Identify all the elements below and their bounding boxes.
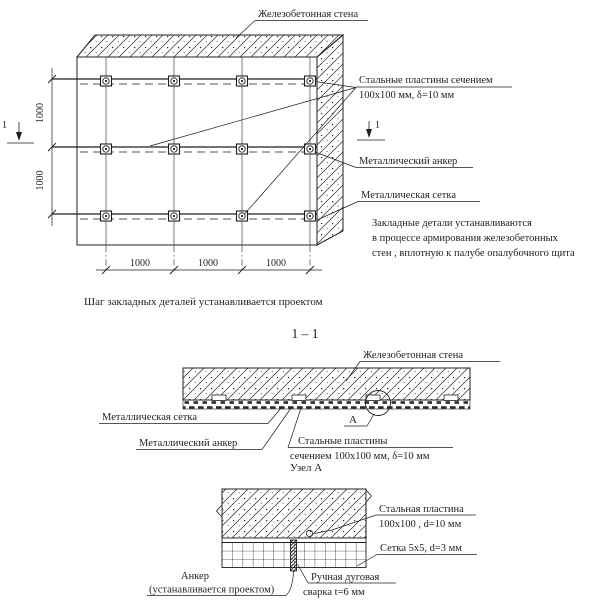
leader-line [367,414,374,426]
metal-mesh-strip [183,400,470,409]
section-mark-number: 1 [375,120,380,131]
wall-callout-label: Железобетонная стена [258,9,359,20]
dim-label-horizontal: 1000 [198,258,218,269]
dim-label-horizontal: 1000 [130,258,150,269]
section-arrow [366,129,372,138]
plate-callout-line2: 100x100 , d=10 мм [379,519,462,530]
embedded-plate [305,76,316,86]
embedded-plate [101,144,112,154]
detail-a-mark: А [349,414,357,426]
dim-label-vertical: 1000 [35,170,46,191]
weld-callout-line1: Ручная дуговая [311,572,380,583]
plates-callout-line1: Стальные пластины [298,436,388,447]
concrete-detail-block [222,489,366,538]
anchor-callout-line2: (устанавливается проектом) [149,584,275,596]
weld-callout-line2: сварка t=6 мм [303,587,365,598]
embedded-plate [169,211,180,221]
anchor-callout-label: Металлический анкер [139,438,238,449]
embedded-plate [305,211,316,221]
leader-line [286,570,294,596]
plan-caption: Шаг закладных деталей устанавливается проектом [84,296,323,308]
detail-a-caption: Узел А [290,462,323,474]
leader-line [262,408,291,450]
plan-note [372,218,575,259]
section-mark-left [2,120,34,143]
leader-line [268,407,282,424]
wall-side-face-hatched [317,35,343,245]
mesh-callout-label: Металлическая сетка [361,190,456,201]
wall-front-face [77,57,317,245]
embedded-plate [169,144,180,154]
section-1-1-view [99,326,500,474]
plates-callout-line2: 100x100 мм, δ=10 мм [359,90,455,101]
anchor-weld-bar [291,540,297,571]
embedded-plate [305,144,316,154]
anchor-callout-label: Металлический анкер [359,156,458,167]
wall-plan-view [2,9,575,308]
embedded-plate [237,76,248,86]
section-mark-right [357,120,385,140]
dim-label-horizontal: 1000 [266,258,286,269]
embedded-plate [169,76,180,86]
note-line3: стен , вплотную к палубе опалубочного щита [372,248,575,259]
plate-callout-line1: Стальная пластина [379,504,464,515]
detail-a-view [147,489,477,598]
horizontal-dimension-chain [96,258,322,274]
plates-callout-line1: Стальные пластины сечением [359,75,493,86]
wall-top-face-hatched [77,35,343,57]
section-arrow [16,132,22,141]
mesh-callout-label: Металлическая сетка [102,412,197,423]
section-mark-number: 1 [2,120,7,131]
note-line1: Закладные детали устанавливаются [372,218,532,229]
break-mark-right [366,490,372,502]
break-mark-left [217,505,223,517]
section-title: 1 – 1 [291,326,319,341]
note-line2: в процессе армирования железобетонных [372,233,558,244]
plates-callout-line2: сечением 100x100 мм, δ=10 мм [290,451,430,462]
embedded-plate [101,211,112,221]
anchor-callout-line1: Анкер [181,571,209,582]
wall-callout-label: Железобетонная стена [363,350,464,361]
dim-label-vertical: 1000 [35,103,46,123]
embedded-plate [101,76,112,86]
mesh-callout-label: Сетка 5x5, d=3 мм [380,543,462,554]
embedded-plate [237,144,248,154]
